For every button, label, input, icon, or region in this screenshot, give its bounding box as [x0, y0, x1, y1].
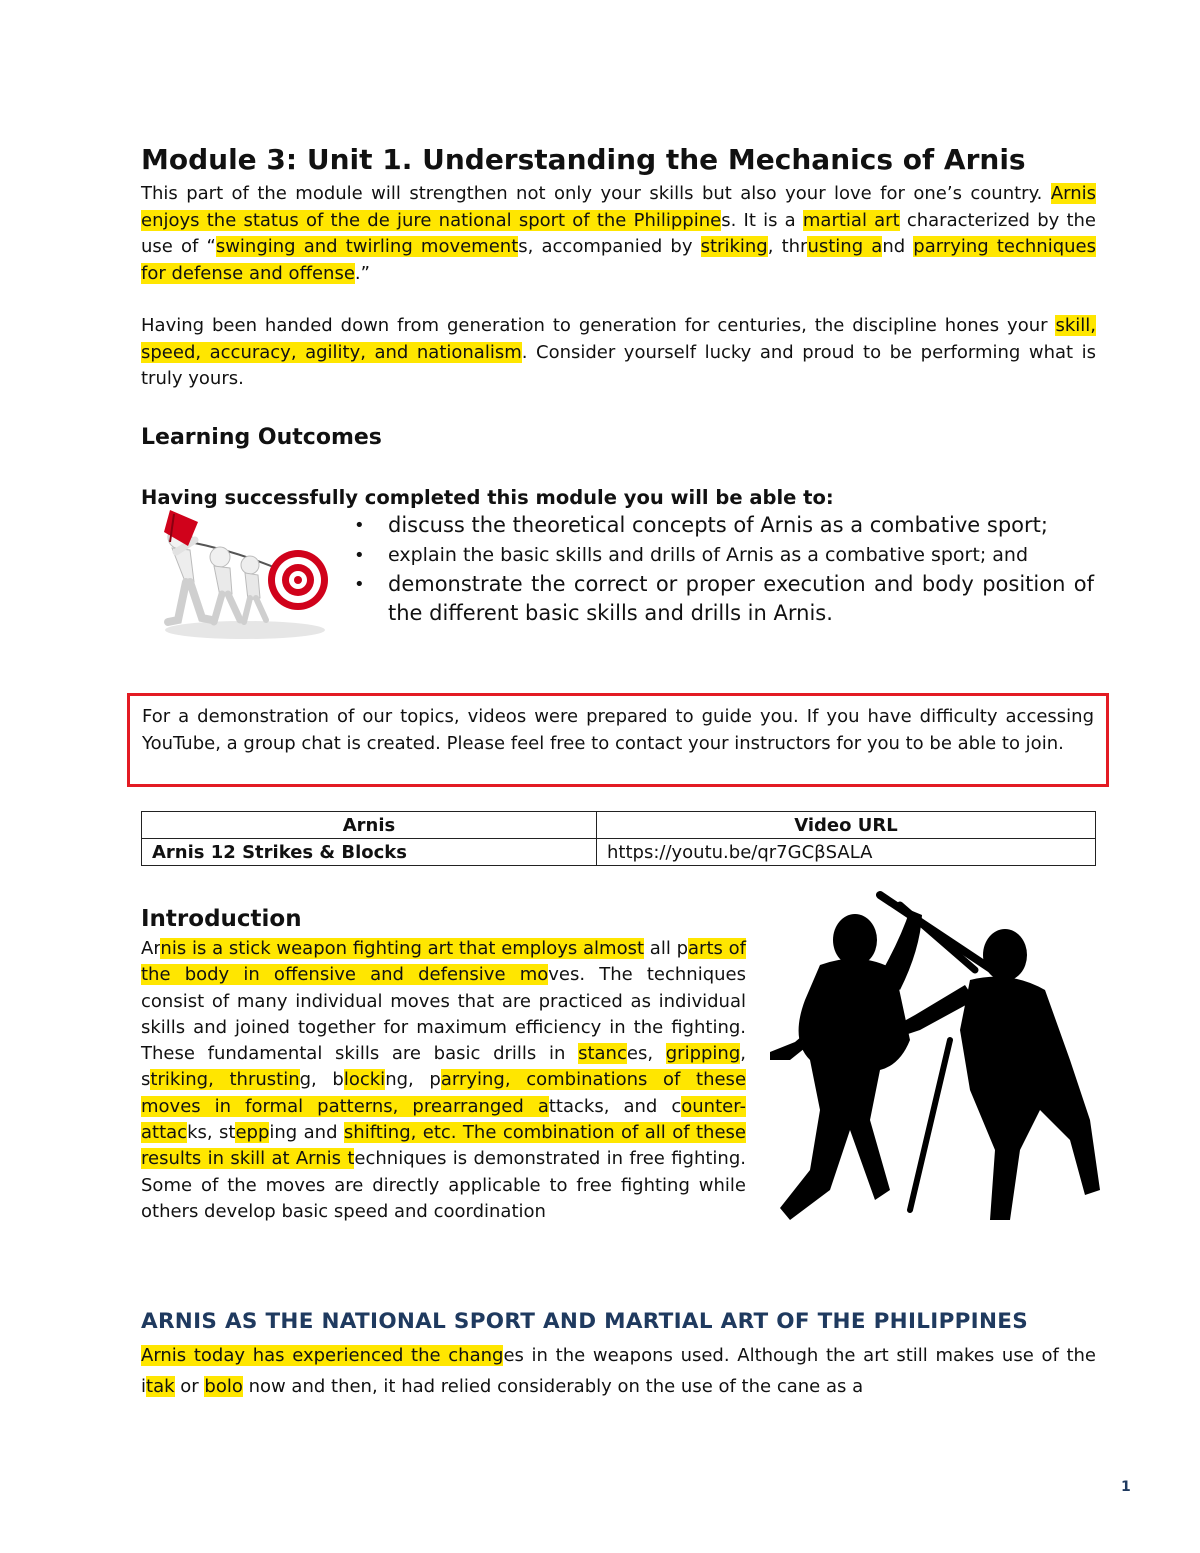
- text-segment: ks, st: [187, 1122, 236, 1144]
- learning-outcomes-list: [354, 511, 1094, 628]
- table-header-row: [142, 812, 1096, 839]
- introduction-heading: Introduction: [141, 906, 302, 932]
- table-row: [142, 839, 1096, 866]
- bullet-icon: •: [354, 515, 365, 536]
- introduction-paragraph: [141, 936, 746, 1225]
- text-segment: all p: [644, 938, 689, 959]
- highlighted-text: shifting, etc. The combination of all of these results in skill at Arnis t: [141, 1122, 746, 1170]
- highlighted-text: nis is a stick weapon fighting art that employs almost: [160, 938, 645, 959]
- text-segment: , s: [141, 1043, 746, 1091]
- arnis-fighters-silhouette: [770, 890, 1105, 1235]
- list-item: • explain the basic skills and drills of Arnis as a combative sport; and: [388, 541, 1094, 570]
- intro-paragraph-2: Having been handed down from generation to generation for centuries, the discipline hones your skill, speed, accuracy, agility, and nationalism. Consider yourself lucky and proud to be performing what is truly yours.: [141, 315, 1096, 389]
- intro-paragraph-1: This part of the module will strengthen not only your skills but also your love for one’s country. Arnis enjoys the status of the de jure national sport of the Philippines. It is a martial art characterized by the use of “swinging and twirling movements, accompanied by striking, thrusting and parrying techniques for defense and offense.”: [141, 183, 1097, 284]
- national-sport-paragraph: Arnis today has experienced the changes in the weapons used. Although the art still makes use of the itak or bolo now and then, it had relied considerably on the use of the cane as a: [141, 1345, 1097, 1397]
- video-title-cell: Arnis 12 Strikes & Blocks: [142, 839, 597, 866]
- text-segment: g, b: [299, 1069, 344, 1091]
- text-segment: echniques is demonstrated in free fighting. Some of the moves are directly applicable to free fighting while others develop basic speed and coordination: [141, 1148, 746, 1222]
- highlighted-text: ounter-attac: [141, 1095, 746, 1144]
- bullet-icon: •: [354, 545, 365, 566]
- team-target-figures-illustration: [150, 502, 335, 642]
- text-segment: ves. The techniques consist of many individual moves that are practiced as individual skills and joined together for maximum efficiency in the fighting. These fundamental skills are basic drills in: [141, 964, 746, 1065]
- highlighted-text: gripping: [665, 1043, 741, 1065]
- list-item: • discuss the theoretical concepts of Arnis as a combative sport;: [388, 511, 1094, 540]
- highlighted-text: triking, thrustin: [150, 1069, 300, 1091]
- text-segment: ng, p: [385, 1069, 441, 1091]
- table-header-cell: Arnis: [142, 812, 597, 839]
- highlighted-text: epp: [235, 1122, 270, 1144]
- highlighted-text: arts of the body in offensive and defensive mo: [141, 938, 747, 986]
- text-segment: ttacks, and c: [548, 1095, 682, 1117]
- highlighted-text: arrying, combinations of these moves in formal patterns, prearranged a: [141, 1069, 747, 1117]
- national-sport-heading: ARNIS AS THE NATIONAL SPORT AND MARTIAL ART OF THE PHILIPPINES: [141, 1309, 1029, 1334]
- video-notice-box: For a demonstration of our topics, videos were prepared to guide you. If you have difficulty accessing YouTube, a group chat is created. Please feel free to contact your instructors for you to be able to join.: [127, 693, 1109, 787]
- bullet-icon: •: [354, 574, 365, 595]
- highlighted-text: locki: [343, 1069, 386, 1091]
- table-header-cell: Video URL: [597, 812, 1096, 839]
- learning-outcomes-lead: Having successfully completed this module you will be able to:: [141, 486, 834, 509]
- page-number: 1: [1121, 1479, 1131, 1495]
- highlighted-text: stanc: [578, 1043, 627, 1065]
- list-item: • demonstrate the correct or proper execution and body position of the different basic skills and drills in Arnis.: [354, 572, 1094, 625]
- video-table: [141, 811, 1096, 866]
- video-url-link[interactable]: https://youtu.be/qr7GCβSALA: [597, 839, 1096, 866]
- page-title: Module 3: Unit 1. Understanding the Mechanics of Arnis: [141, 143, 1026, 176]
- text-segment: Ar: [141, 938, 161, 959]
- text-segment: es,: [626, 1043, 666, 1065]
- learning-outcomes-heading: Learning Outcomes: [141, 425, 382, 450]
- text-segment: ing and: [269, 1122, 344, 1144]
